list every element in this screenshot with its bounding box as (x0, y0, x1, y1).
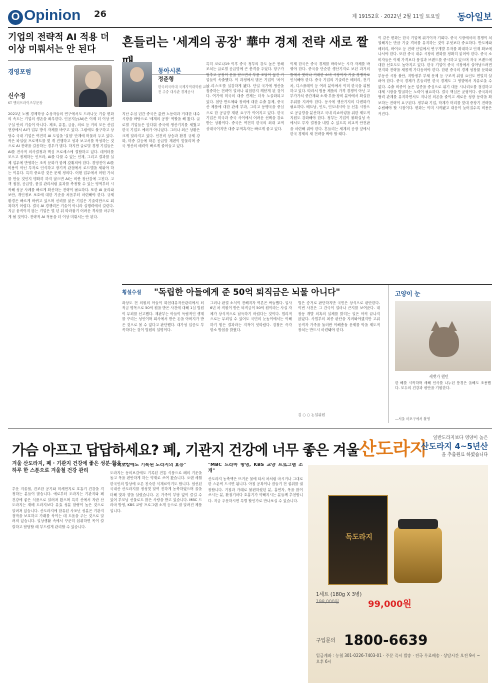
ad-text-col-3 (208, 463, 303, 663)
right-body: 이 같은 변화는 한국 기업에 위기이자 기회다. 중국 시장에서의 경쟁이 치열해지는 만큼 기술 격차를 유지하는 것이 무엇보다 중요하다. 반도체와 배터리, 바이오 등 전략 산업에서 연구개발 투자를 확대하고 인재 확보에 나서야 한다. 또한 중국 내수 시장의 변화를 정확히 읽어야 한다. 중국 소비자들은 이제 가격보다 품질과 브랜드를 중시하고 있으며 자국 브랜드에 대한 선호도도 높아지고 있다. 한국 기업이 중국 시장에서 살아남으려면 현지화 전략을 새롭게 가다듬어야 한다. 한편 중국의 경제 성장률 둔화와 부동산 시장 불안, 지방정부 부채 문제 등 구조적 위험 요인도 면밀히 살펴야 한다. 중국 경제가 흔들리면 한국 경제도 그 영향에서 자유로울 수 없다. 수출 비중이 높은 업종을 중심으로 위기 대응 시나리오를 점검하고 대체 시장을 발굴하는 노력이 필요하다. 결국 핵심은 균형이다. 중국과의 협력 관계를 유지하면서도 지나친 의존을 줄이고 새로운 성장 동력을 확보하는 전략이 요구된다. 정부와 기업, 학계가 머리를 맞대 중장기 전략을 수립해야 할 시점이다. 변화는 이미 시작됐고 대응이 늦어질수록 비용은 커진다. (378, 36, 492, 116)
center-column-article (122, 32, 370, 282)
bottom-headline: "독립한 아들에게 준 50억 퇴직금은 뇌물 아니다" (154, 288, 341, 298)
center-column-label: 동아시론 (158, 68, 182, 75)
bottom-column-label: 횡설수설 (122, 290, 142, 296)
price: 99,000원 (368, 600, 412, 610)
center-text-col-3: 이제 한국은 중국 경제를 바라보는 시각 자체를 바꿔야 한다. 중국을 단순한 생산기지로 보던 과거의 틀에서 벗어나 거대한 소비 시장이자 기술 경쟁자로 인식해야 한다. 중국 기업의 기술력은 배터리, 전기차, 디스플레이 등 여러 분야에서 이미 한국을 위협하고 있다. 따라서 범용 제품의 가격 경쟁이 아닌 고부가가치 중간재와 소재·부품·장비 분야에서 확실한 우위를 지켜야 한다. 동시에 생산기지의 다변화가 필요하다. 베트남, 인도, 인도네시아 등 신흥 시장으로 공급망을 분산하고 국내 리쇼어링을 위한 제도적 지원도 강화해야 한다. 정부는 기업이 불확실성 속에서도 투자 결정을 내릴 수 있도록 외교적 안전판을 마련해 줘야 한다. 흔들리는 세계의 공장 앞에서 한국 경제의 새 전략을 짜야 할 때다. (290, 62, 370, 137)
phone-label: 구입문의 (316, 638, 336, 644)
ad-headline-text: 가슴 아프고 답답하세요? 폐, 기관지 건강에 너무 좋은 겨울 (12, 443, 359, 459)
center-author-photo (122, 62, 152, 102)
author-name: 신수정 (8, 93, 26, 100)
ad-brand-sub: 일반도라지보다 영양이 높은 (432, 436, 488, 441)
paper-logo: 동아일보 (457, 13, 492, 23)
ad-text-col-1: 추운 겨울철, 건조한 공기와 미세먼지로 호흡기 건강을 걱정하는 분들이 많습니다. 예로부터 도라지는 기관지와 폐 건강에 좋은 식품으로 알려져 왔으며 특히 산에서 자란 산도라지는 재배 도라지보다 유효 성분 함량이 높은 것으로 알려져 있습니다. 산도라지에 함유된 사포닌 성분은 기관지 점막을 보호하고 가래를 삭이는 데 도움을 주는 것으로 알려져 있습니다. 일상생활 속에서 꾸준히 섭취하면 목이 칼칼하고 답답할 때 부드럽게 관리할 수 있습니다. (12, 487, 104, 529)
ad-brand-name: 산도라지 4~5년산 (421, 442, 488, 451)
masthead (8, 6, 492, 28)
ad-headline-accent: 산도라지 (358, 439, 427, 460)
left-body (8, 112, 114, 374)
center-author (122, 62, 212, 108)
photo-caption: 한 해를 시작하며 새해 인사를 나누던 풍경은 올해도 조용했다. 모두의 건강과 평안을 기원한다. (395, 381, 491, 391)
product-box (328, 495, 388, 585)
center-text-col-1: 지난 수십 년간 중국은 값싼 노동력과 거대한 내수 시장을 바탕으로 '세계의 공장' 역할을 해 왔다. 글로벌 기업들은 앞다퉈 중국에 생산기지를 세웠고 한국 기업도 예외가 아니었다. 그러나 최근 상황은 크게 달라지고 있다. 인건비 상승과 환경 규제 강화, 미중 갈등에 따른 공급망 재편이 맞물리며 중국 생산의 매력이 빠르게 줄어들고 있다. (122, 112, 200, 149)
photo-feature-label: 고양이 눈 (395, 291, 421, 298)
ad-text-col-2 (110, 463, 202, 663)
section-logo-icon: O (8, 10, 23, 25)
bottom-text-col-3: 법은 증거로 판단하지만 국민은 상식으로 판단한다. 이번 사건은 그 간극이 얼마나 큰지를 보여준다. 대장동 개발 의혹의 실체를 밝히는 일은 아직 끝나지 않았다. 사법부의 최종 판단을 지켜봐야겠지만 고위 공직자 가족을 둘러싼 이해충돌 문제를 막을 제도적 장치는 반드시 마련돼야 한다. (298, 301, 380, 333)
ad-brand-tail: 을 추출원료 하였습니다 (441, 453, 488, 458)
author-photo (74, 65, 112, 107)
feature-photo (395, 301, 491, 371)
left-headline: 기업의 전략적 AI 적용 더 이상 미뤄서는 안 된다 (8, 33, 110, 55)
page-number: 26 (94, 10, 107, 20)
right-column (378, 32, 492, 282)
left-body-text: 2021년 노벨 경제학상 수상자들의 연구에서도 드러나듯 기술 변화의 속도는 기업의 생존을 좌우한다. 인공지능(AI)은 이제 더 이상 연구실 안의 기술이 아니다. 제조, 유통, 금융, 의료 등 거의 모든 산업 현장에서 AI가 업무 방식 자체를 바꾸고 있다. 그럼에도 불구하고 상당수 국내 기업은 여전히 AI 도입을 '실험' 단계에 머물러 두고 있다. 작은 파일럿 프로젝트를 몇 개 진행하고 성과 보고서를 작성하는 것으로 AI 전략을 갈음하는 경우가 많다. 하지만 글로벌 경쟁 기업들은 AI를 전사적 의사결정과 핵심 프로세스에 결합하고 있다. 데이터를 모으고 정제하는 인프라, AI를 다룰 수 있는 인재, 그리고 결과를 실제 업무에 반영하는 조직 문화가 함께 갖춰져야 한다. 경영진이 AI를 비용이 아닌 투자로 인식하고 장기적 관점에서 로드맵을 세워야 하는 이유다. 특히 중요한 것은 문제 정의다. 어떤 업무에서 어떤 가치를 만들 것인지 명확히 하지 않으면 AI는 비싼 장난감에 그친다. 고객 접점, 공급망, 품질 관리처럼 효과를 측정할 수 있는 영역부터 시작해 성공 사례를 빠르게 확산하는 전략이 필요하다. 또한 AI 윤리와 보안, 개인정보 보호에 대한 기준을 처음부터 마련해야 한다. 규제 환경은 빠르게 바뀌고 있으며 신뢰를 잃은 기업은 기술력만으로 회복하기 어렵다. 결국 AI 경쟁력은 기술이 아니라 실행력에서 갈린다. 지금 움직이지 않는 기업은 몇 년 뒤 따라잡기 어려운 격차를 마주하게 될 것이다. 전략적 AI 적용을 더 이상 미뤄서는 안 된다. (8, 112, 114, 219)
center-headline: 흔들리는 '세계의 공장' 華中 경제 전략 새로 짤 (122, 32, 370, 75)
ad-brand (421, 435, 488, 458)
center-author-name: 정준형 (158, 77, 174, 83)
photo-credit: —서울 마포구에서 촬영 (395, 417, 431, 421)
center-author-title: 한국외국어대 국제지역대학원 교수 · 전 주중 대사관 경제공사 (158, 85, 212, 94)
product-box-label: 독도라지 (345, 533, 373, 541)
author-box (8, 60, 114, 112)
phone-number[interactable]: 1800-6639 (344, 633, 428, 649)
author-title: KT 엔터프라이즈부문장 (8, 101, 43, 105)
ad-col3-text: 산도라지 농축액은 뜨거운 물에 타서 차처럼 마시거나 그대로 한 스푼씩 드시면 됩니다. 아침 공복이나 잠들기 전 섭취를 권장합니다. 기침과 가래로 불편하셨던 분, 흡연자, 목을 많이 쓰시는 분, 환절기마다 호흡기가 약해지시는 분들께 추천합니다. 지금 주문하시면 특별 할인가로 만나보실 수 있습니다. (208, 477, 303, 503)
ad-col3-subhead: "MBC 드라마 방영, KBS 교양 프로그램 소개" (208, 463, 303, 474)
product-jar (394, 527, 442, 583)
price-label: 1세트 (180g X 3병) (316, 592, 362, 598)
issue-info: 제 19152호 · 2022년 2월 11일 토요일 (352, 14, 440, 20)
ad-headline (12, 435, 427, 461)
bottom-text-col-2: 그러나 판결 소식이 전해지자 여론은 싸늘했다. 입사 6년 차 직원이 받은 퇴직금이 50억 원이라는 사실 자체가 상식적으로 납득하기 어렵다는 것이다. 법리적으로는 무죄일 수 있어도 국민의 눈높이에서는 이해하기 힘든 결과라는 지적이 잇따랐다. 검찰은 즉각 항소 방침을 밝혔다. (210, 301, 292, 333)
bottom-byline: 김 ○ ○ 논설위원 (298, 413, 326, 417)
ad-product-panel (308, 465, 488, 683)
price-old: 198,000원 (316, 600, 339, 605)
bottom-text-col-1: 곽상도 전 의원의 아들이 화천대유자산관리에서 퇴직금 명목으로 50억 원을 받은 사건에 대해 1심 법원이 무죄를 선고했다. 재판부는 아들이 독립적인 생계를 꾸리는 성인이며 회사에서 받은 돈을 아버지가 받은 것으로 볼 수 없다고 판단했다. 대가성 입증도 부족하다는 것이 법원의 설명이다. (122, 301, 204, 333)
ad-col2-subhead: "동의보감에도 기록된 도라지의 효능" (110, 463, 187, 468)
ad-extra-info: 입금계좌 : 농협 301-0226-7403-01 · 주문 즉시 발송 · 전국 무료배송 · 상담시간 오전 9시 ~ 오후 6시 (316, 653, 481, 664)
photo-title: 세뱃가 했던 (429, 374, 449, 379)
section-name (8, 7, 81, 25)
section-label: Opinion (24, 7, 81, 24)
column-label: 경영포럼 (8, 69, 32, 76)
cat-figure (429, 327, 459, 357)
left-column-article (8, 32, 114, 422)
ad-col2-text: 도라지는 동의보감에도 기록된 전통 식품으로 폐의 기운을 돕고 목을 편안하게 하는 약재로 쓰여 왔습니다. 오랜 세월 한국인의 밥상에 오른 친숙한 식재료이기도 합니다. 엄선된 국내산 산도라지를 정성껏 달여 진하게 농축하였으며 꿀을 더해 맛과 향을 살렸습니다. 온 가족이 부담 없이 즐길 수 있어 부모님 선물로도 많은 사랑을 받고 있습니다. MBC 드라마 방영, KBS 교양 프로그램 소개 등으로 잘 알려진 제품입니다. (110, 471, 202, 513)
ad-lead: 겨울 산도라지, 폐 · 기관지 건강에 좋은 성분 함유 — 하루 한 스푼으로 겨울철 건강 관리 (12, 461, 129, 474)
center-text-col-2: 특히 코로나19 이후 중국 정부의 강도 높은 봉쇄 조치는 글로벌 공급망에 큰 충격을 주었다. 항구가 멈추고 공장이 문을 닫으면서 부품 조달이 끊긴 기업들이 속출했다. 이 과정에서 많은 기업이 '차이나 리스크'를 실감하게 됐다. 단일 국가에 생산을 집중하는 전략이 얼마나 위험한지 깨닫게 된 것이다. 여기에 미국의 대중 견제는 더욱 노골화되고 있다. 첨단 반도체와 장비에 대한 수출 통제, 중국산 제품에 대한 관세 부과, 그리고 동맹국을 중심으로 한 공급망 재편 요구가 이어지고 있다. 한국 기업은 미국과 중국 사이에서 어려운 선택을 강요받는 상황이다. 중국은 여전히 한국의 최대 교역 상대국이지만 대중 무역흑자는 빠르게 줄고 있다. (206, 62, 284, 131)
bottom-article (122, 284, 492, 422)
advertisement (8, 428, 492, 685)
photo-feature (388, 285, 492, 423)
